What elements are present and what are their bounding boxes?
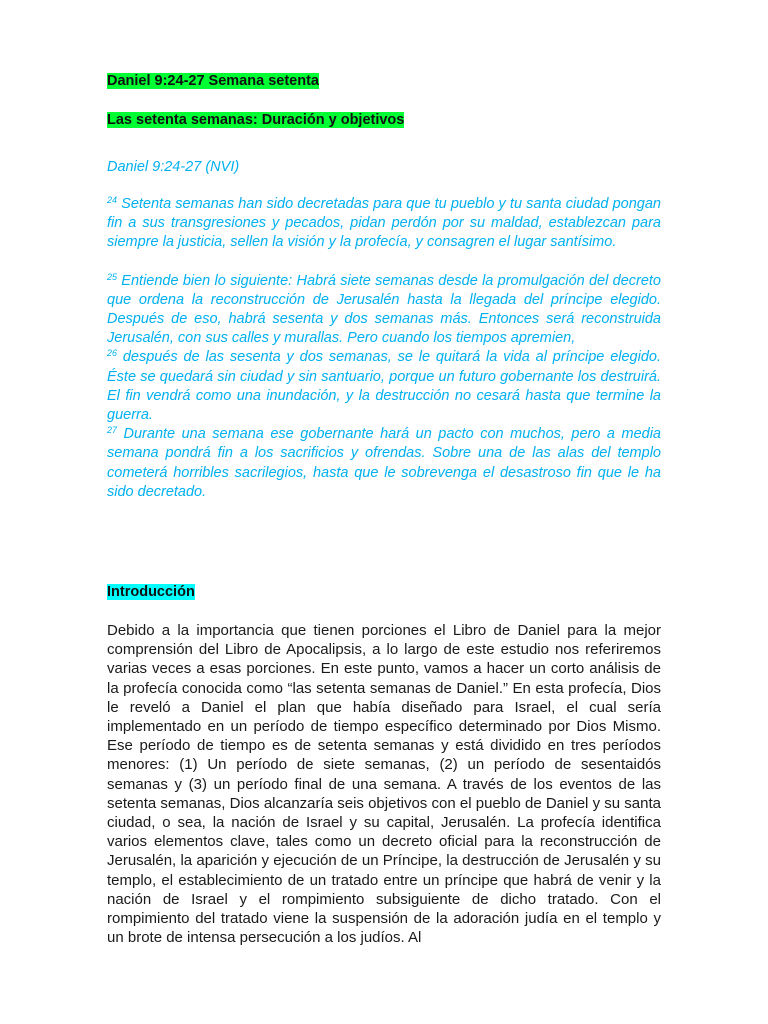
verse-number: 26	[107, 348, 118, 359]
intro-body	[107, 621, 661, 947]
intro-heading	[107, 583, 661, 601]
verse-text: después de las sesenta y dos semanas, se le quitará la vida al príncipe elegido. Éste se quedará sin ciudad y sin santuario, porque un futuro gobernante los destruirá. El fin vendrá como una inundación, y la destrucción no cesará hasta que termine la guerra.	[107, 349, 661, 424]
title-highlight: Daniel 9:24-27 Semana setenta	[107, 73, 319, 89]
verse-text: Entiende bien lo siguiente: Habrá siete semanas desde la promulgación del decreto que ordena la reconstrucción de Jerusalén hasta la llegada del príncipe elegido. Después de eso, habrá sesenta y dos semanas más. Entonces será reconstruida Jerusalén, con sus calles y murallas. Pero cuando los tiempos apremien,	[107, 272, 661, 347]
verse-26	[107, 348, 661, 425]
verse-number: 24	[107, 195, 118, 205]
scripture-reference: Daniel 9:24-27 (NVI)	[107, 159, 240, 175]
verse-24	[107, 195, 661, 253]
intro-heading-highlight: Introducción	[107, 584, 195, 600]
verse-25	[107, 272, 661, 349]
verse-text: Setenta semanas han sido decretadas para que tu pueblo y tu santa ciudad pongan fin a sus transgresiones y pecados, pidan perdón por su maldad, establezcan para siempre la justicia, sellen la visión y la profecía, y consagren el lugar santísimo.	[107, 196, 661, 251]
document-title	[107, 72, 661, 90]
intro-paragraph: Debido a la importancia que tienen porciones el Libro de Daniel para la mejor comprensión del Libro de Apocalipsis, a lo largo de este estudio nos referiremos varias veces a esas porciones. En este punto, vamos a hacer un corto análisis de la profecía conocida como “las setenta semanas de Daniel.” En esta profecía, Dios le reveló a Daniel el plan que había diseñado para Israel, el cual sería implementado en un período de tiempo específico determinado por Dios Mismo. Ese período de tiempo es de setenta semanas y está dividido en tres períodos menores: (1) Un período de siete semanas, (2) un período de sesentaidós semanas y (3) un período final de una semana. A través de los eventos de las setenta semanas, Dios alcanzaría seis objetivos con el pueblo de Daniel y su santa ciudad, o sea, la nación de Israel y su capital, Jerusalén. La profecía identifica varios elementos clave, tales como un decreto oficial para la reconstrucción de Jerusalén, la aparición y ejecución de un Príncipe, la destrucción de Jerusalén y su templo, el establecimiento de un tratado entre un príncipe que habrá de venir y la nación de Israel y el rompimiento subsiguiente de dicho tratado. Con el rompimiento del tratado viene la suspensión de la adoración judía en el templo y un brote de intensa persecución a los judíos. Al	[107, 622, 661, 947]
verse-27	[107, 425, 661, 502]
verse-number: 25	[107, 271, 118, 282]
scripture-verses	[107, 195, 661, 502]
section-subtitle	[107, 111, 661, 129]
verse-text: Durante una semana ese gobernante hará un pacto con muchos, pero a media semana pondrá fin a los sacrificios y ofrendas. Sobre una de las alas del templo cometerá horribles sacrilegios, hasta que le sobrevenga el desastroso fin que le ha sido decretado.	[107, 426, 661, 500]
subtitle-highlight: Las setenta semanas: Duración y objetivos	[107, 112, 405, 128]
verse-number: 27	[107, 425, 118, 436]
